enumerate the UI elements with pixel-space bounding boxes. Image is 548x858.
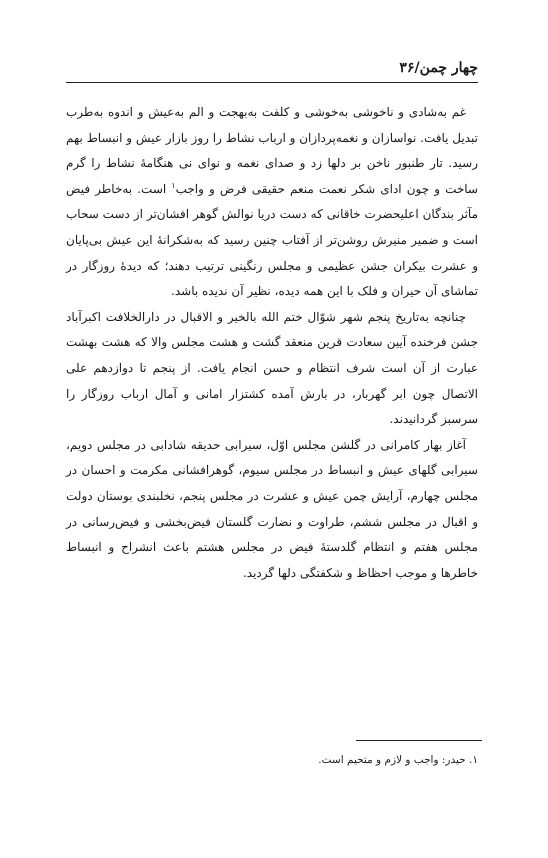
paragraph-1-text-after: است. به‌خاطر فیض مآثر بندگان اعلیحضرت خاقانی که دست دریا نوالش گوهر افشان‌تر از دست سحاب است و ضمیر منیرش روشن‌تر از آفتاب چنین رسید که به‌شکرانهٔ این عیش بی‌پایان و عشرت بیکران جشن عظیمی و مجلس رنگینی ترتیب دهند؛ که دیدهٔ روزگار در تماشای آن حیران و فلک با این همه دیده، نظیر آن ندیده باشد. bbox=[66, 181, 478, 299]
footnote-number: ۱. bbox=[469, 754, 478, 766]
footnote-divider bbox=[356, 740, 482, 741]
footnote bbox=[66, 752, 478, 768]
paragraph-1-text-before: غم به‌شادی و ناخوشی به‌خوشی و کلفت به‌بهجت و الم به‌عیش و اندوه به‌طرب تبدیل یافت. نواسازان و نغمه‌پردازان و ارباب نشاط را روز بازار عیش و انبساط بهم رسید. تار طنبور ناخن بر دلها زد و صدای نغمه و نوای نی هنگامهٔ نشاط را گرم ساخت و چون ادای شکر نعمت منعم حقیقی فرض و واجب bbox=[66, 105, 478, 196]
paragraph-2: چنانچه به‌تاریخ پنجم شهر شوّال ختم الله بالخیر و الاقبال در دارالخلافت اکبرآباد جشن فرخنده آیین سعادت قرین منعقد گشت و هشت مجلس والا که هشت بهشت عبارت از آن است شرف انتظام و حسن انجام یافت. از پنجم تا دوازدهم علی الاتصال چون ابر گهربار، در بارش آمده کشتزار امانی و آمال ارباب روزگار را سرسبز گردانیدند. bbox=[66, 309, 478, 427]
page-header-title: چهار چمن/۳۶ bbox=[399, 60, 478, 76]
footnote-text: حیدر: واجب و لازم و متحیم است. bbox=[318, 754, 466, 766]
body-text bbox=[66, 100, 478, 586]
paragraph-3: آغاز بهار کامرانی در گلشن مجلس اوّل، سیرابی حدیقه شادابی در مجلس دویم، سیرابی گلهای عیش و انبساط در مجلس سیوم، گوهرافشانی مکرمت و احسان در مجلس چهارم، آرایش چمن عیش و عشرت در مجلس پنجم، نخلبندی بوستان دولت و اقبال در مجلس ششم، طراوت و نضارت گلستان فیض‌بخشی و فیض‌رسانی در مجلس هفتم و انتظام گلدستهٔ فیض در مجلس هشتم باعث انشراح و انبساط خاطرها و موجب احظاظ و شکفتگی دلها گردید. bbox=[66, 437, 478, 580]
running-header bbox=[66, 56, 478, 83]
paragraph-1 bbox=[66, 100, 478, 305]
footnote-reference: ۱ bbox=[171, 180, 176, 190]
